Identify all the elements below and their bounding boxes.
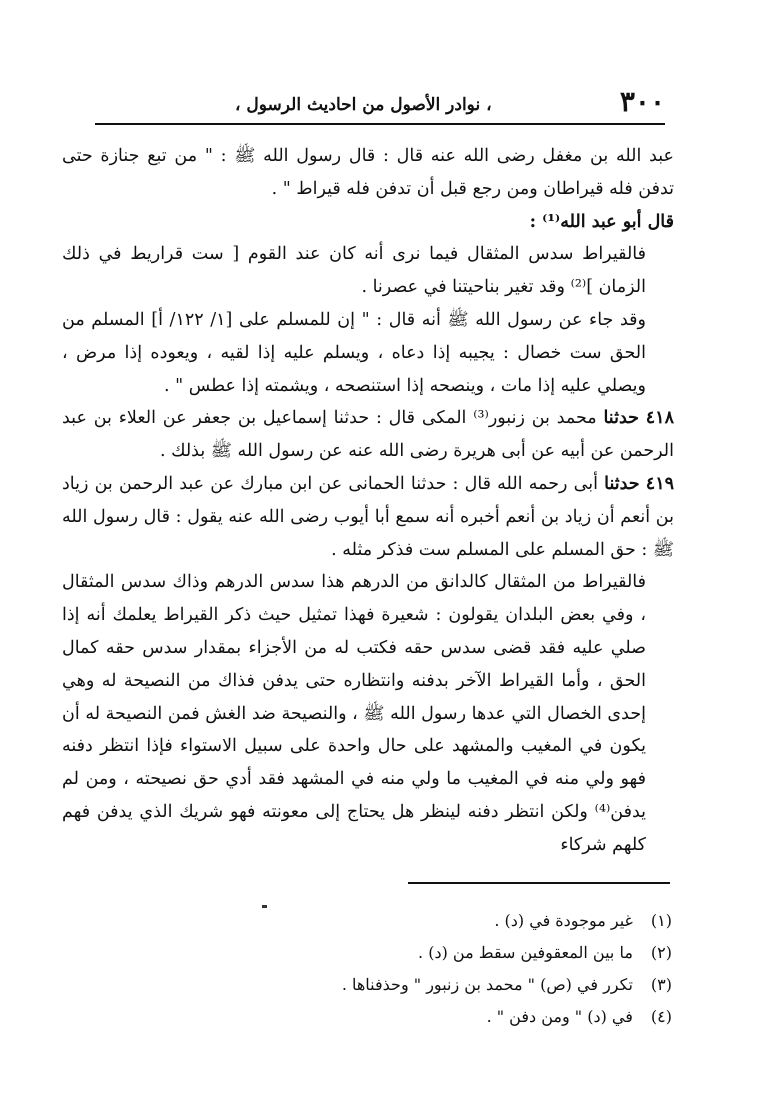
page-header <box>95 85 665 125</box>
hadith-text: محمد بن زنبور⁽³⁾ المكى قال : حدثنا إسماعيل بن جعفر عن العلاء بن عبد الرحمن عن أبيه عن أبى هريرة رضى الله عنه عن رسول الله ﷺ بذلك . <box>62 408 674 462</box>
footnote-separator <box>408 882 670 884</box>
paragraph-hadith-intro: عبد الله بن مغفل رضى الله عنه قال : قال رسول الله ﷺ : " من تبع جنازة حتى تدفن فله قيراطان ومن رجع قبل أن تدفن فله قيراط " . <box>62 146 674 199</box>
ink-mark <box>262 905 267 908</box>
hadith-text: أبى رحمه الله قال : حدثنا الحمانى عن ابن مبارك عن عبد الرحمن بن زياد بن أنعم أن زياد بن أنعم أخبره أنه سمع أبا أيوب رضى الله عنه يقول : قال رسول الله ﷺ : حق المسلم على المسلم ست فذكر مثله . <box>62 473 674 560</box>
footnote-number: (٣) <box>650 975 672 994</box>
footnote-item <box>300 1001 672 1033</box>
footnote-number: (٤) <box>650 1007 672 1026</box>
paragraph-abu-abdullah: قال أبو عبد الله⁽¹⁾ : <box>529 211 674 232</box>
hadith-number: ٤١٨ <box>645 408 674 429</box>
footnote-text: تكرر في (ص) " محمد بن زنبور " وحذفناها . <box>341 975 633 994</box>
hadith-number: ٤١٩ <box>645 473 674 494</box>
footnote-text: غير موجودة في (د) . <box>494 911 633 930</box>
haddathana-marker: حدثنا <box>604 473 640 494</box>
paragraph-commentary: فالقيراط من المثقال كالدانق من الدرهم هذا سدس الدرهم وذاك سدس المثقال ، وفي بعض البلدان يقولون : شعيرة فهذا تمثيل حيث ذكر القيراط يعلمك أنه إذا صلي عليه فقد قضى سدس حقه فكتب له من الأجزاء بمقدار سدس حقه كمال الحق ، وأما القيراط الآخر بدفنه وانتظاره حتى يدفن فذاك من النصيحة له وهي إحدى الخصال التي عدها رسول الله ﷺ ، والنصيحة ضد الغش فمن النصيحة له أن يكون في المغيب والمشهد على حال واحدة على سبيل الاستواء فإذا انتظر دفنه فهو ولي منه في المغيب ما ولي منه في المشهد فقد أدي حق نصيحته ، ومن لم يدفن⁽⁴⁾ ولكن انتظر دفنه لينظر هل يحتاج إلى معونته فهو شريك الذي يدفن فهم كلهم شركاء <box>62 572 646 855</box>
running-title: ، نوادر الأصول من احاديث الرسول ، <box>235 95 492 115</box>
footnote-number: (١) <box>650 911 672 930</box>
hadith-418 <box>62 402 674 468</box>
footnote-number: (٢) <box>650 943 672 962</box>
main-text <box>62 140 674 862</box>
footnote-text: ما بين المعقوفين سقط من (د) . <box>418 943 633 962</box>
footnotes <box>300 905 672 1033</box>
paragraph-six-rights: وقد جاء عن رسول الله ﷺ أنه قال : " إن للمسلم على [١/ ١٢٢/ أ] المسلم من الحق ست خصال : يجيبه إذا دعاه ، ويسلم عليه إذا لقيه ، ويعوده إذا مرض ، ويصلي عليه إذا مات ، وينصحه إذا استنصحه ، ويشمته إذا عطس " . <box>62 309 646 396</box>
page-number: ٣٠٠ <box>619 85 665 118</box>
footnote-item <box>300 937 672 969</box>
haddathana-marker: حدثنا <box>603 408 639 429</box>
footnote-item <box>300 969 672 1001</box>
paragraph-qirat-definition: فالقيراط سدس المثقال فيما نرى أنه كان عند القوم [ ست قراريط في ذلك الزمان ]⁽²⁾ وقد تغير بناحيتنا في عصرنا . <box>62 244 646 298</box>
footnote-item <box>300 905 672 937</box>
footnote-text: في (د) " ومن دفن " . <box>486 1007 633 1026</box>
hadith-419 <box>62 468 674 566</box>
